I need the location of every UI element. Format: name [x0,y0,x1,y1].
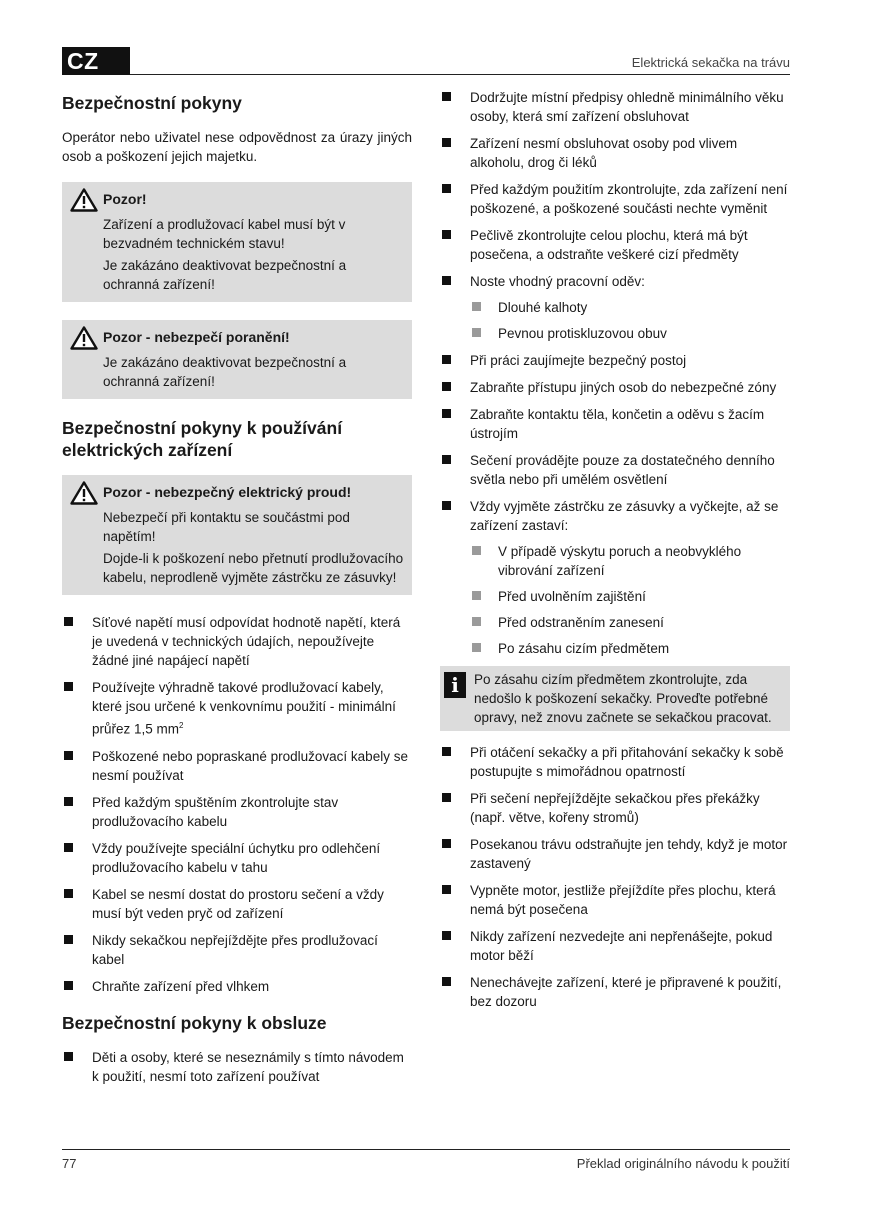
warning-text: Dojde-li k poškození nebo přetnutí prodlužovacího kabelu, neprodleně vyjměte zástrčku ze zásuvky! [103,551,404,585]
section-title-safety: Bezpečnostní pokyny [62,93,242,113]
warning-triangle-icon [70,481,98,505]
list-item: Děti a osoby, které se neseznámily s tímto návodem k použití, nesmí toto zařízení používat [62,1048,412,1086]
warning-triangle-icon [70,326,98,350]
list-item: Kabel se nesmí dostat do prostoru sečení a vždy musí být veden pryč od zařízení [62,885,412,923]
list-item: Před každým spuštěním zkontrolujte stav prodlužovacího kabelu [62,793,412,831]
list-item: Noste vhodný pracovní oděv: Dlouhé kalhoty Pevnou protiskluzovou obuv [440,272,790,343]
warning-box-injury [62,320,412,399]
list-item: Zabraňte přístupu jiných osob do nebezpečné zóny [440,378,790,397]
operation-list [62,1048,412,1086]
list-item: Při práci zaujímejte bezpečný postoj [440,351,790,370]
warning-title: Pozor - nebezpečí poranění! [103,329,290,345]
operation-list-continued [440,88,790,658]
left-column [62,88,412,1094]
clothing-sublist [470,298,790,343]
list-item: Síťové napětí musí odpovídat hodnotě napětí, která je uvedená v technických údajích, nepoužívejte žádné jiné napájecí napětí [62,613,412,670]
header-title: Elektrická sekačka na trávu [631,55,790,70]
section-title-electrical: Bezpečnostní pokyny k používání elektrických zařízení [62,418,343,460]
sub-list-item: Dlouhé kalhoty [470,298,790,317]
warning-box-electric [62,475,412,595]
list-item: Poškozené nebo popraskané prodlužovací kabely se nesmí používat [62,747,412,785]
list-item: Zařízení nesmí obsluhovat osoby pod vlivem alkoholu, drog či léků [440,134,790,172]
right-column [440,88,790,1019]
page-number: 77 [62,1156,77,1171]
warning-title: Pozor - nebezpečný elektrický proud! [103,484,352,500]
sub-list-item: V případě výskytu poruch a neobvyklého vibrování zařízení [470,542,790,580]
list-item: Před každým použitím zkontrolujte, zda zařízení není poškozené, a poškozené součásti nechte vyměnit [440,180,790,218]
list-item: Nikdy zařízení nezvedejte ani nepřenášejte, pokud motor běží [440,927,790,965]
language-badge: CZ [62,47,130,75]
warning-text: Je zakázáno deaktivovat bezpečnostní a ochranná zařízení! [103,355,347,389]
list-item: Posekanou trávu odstraňujte jen tehdy, když je motor zastavený [440,835,790,873]
list-item: Při sečení nepřejíždějte sekačkou přes překážky (např. větve, kořeny stromů) [440,789,790,827]
warning-text: Nebezpečí při kontaktu se součástmi pod napětím! [103,510,350,544]
list-item: Chraňte zařízení před vlhkem [62,977,412,996]
info-text: Po zásahu cizím předmětem zkontrolujte, zda nedošlo k poškození sekačky. Proveďte potřebné opravy, než znovu začnete se sekačkou pracovat. [474,672,772,725]
list-item: Zabraňte kontaktu těla, končetin a oděvu s žacím ústrojím [440,405,790,443]
electrical-list [62,613,412,996]
page-footer [62,1149,790,1171]
list-item: Pečlivě zkontrolujte celou plochu, která má být posečena, a odstraňte veškeré cizí předměty [440,226,790,264]
footer-rule [62,1149,790,1150]
list-item: Dodržujte místní předpisy ohledně minimálního věku osoby, která smí zařízení obsluhovat [440,88,790,126]
sub-list-item: Před uvolněním zajištění [470,587,790,606]
superscript: 2 [179,721,184,730]
list-item: Vždy používejte speciální úchytku pro odlehčení prodlužovacího kabelu v tahu [62,839,412,877]
list-item: Sečení provádějte pouze za dostatečného denního světla nebo při umělém osvětlení [440,451,790,489]
sub-list-item: Po zásahu cizím předmětem [470,639,790,658]
warning-text: Je zakázáno deaktivovat bezpečnostní a ochranná zařízení! [103,258,347,292]
warning-box-caution [62,182,412,302]
sub-list-item: Před odstraněním zanesení [470,613,790,632]
list-item: Nikdy sekačkou nepřejíždějte přes prodlužovací kabel [62,931,412,969]
list-item: Vypněte motor, jestliže přejíždíte přes plochu, která nemá být posečena [440,881,790,919]
sub-list-item: Pevnou protiskluzovou obuv [470,324,790,343]
page-header [62,47,790,75]
info-box [440,666,790,731]
list-item: Používejte výhradně takové prodlužovací kabely, které jsou určené k venkovnímu použití - minimální průřez 1,5 $mm^2$ [62,678,412,739]
footer-title: Překlad originálního návodu k použití [576,1156,790,1171]
info-icon: i [444,672,466,698]
list-item: Nenechávejte zařízení, které je připravené k použití, bez dozoru [440,973,790,1011]
section-title-operation: Bezpečnostní pokyny k obsluze [62,1012,327,1033]
unplug-sublist [470,542,790,658]
warning-title: Pozor! [103,191,147,207]
warning-triangle-icon [70,188,98,212]
operation-list-end [440,743,790,1011]
warning-text: Zařízení a prodlužovací kabel musí být v bezvadném technickém stavu! [103,217,346,251]
header-rule [130,74,790,75]
list-item: Vždy vyjměte zástrčku ze zásuvky a vyčkejte, až se zařízení zastaví: V případě výskytu poruch a neobvyklého vibrování zařízení Před uvolněním zajištění Před odstraněním zanesení Po zásahu cizím předmětem [440,497,790,658]
safety-intro: Operátor nebo uživatel nese odpovědnost za úrazy jiných osob a poškození jejich majetku. [62,130,412,164]
list-item: Při otáčení sekačky a při přitahování sekačky k sobě postupujte s mimořádnou opatrností [440,743,790,781]
